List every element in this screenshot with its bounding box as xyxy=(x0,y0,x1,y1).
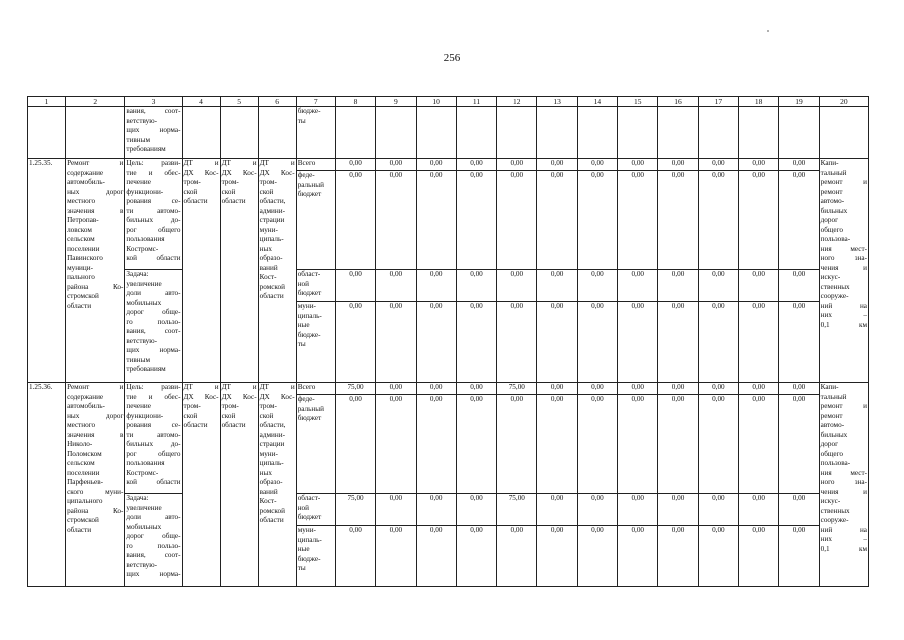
column-number: 2 xyxy=(66,97,125,107)
budget-value: 0,00 xyxy=(376,171,416,270)
budget-value: 0,00 xyxy=(739,159,779,171)
column-number: 20 xyxy=(819,97,868,107)
column-number: 15 xyxy=(618,97,658,107)
empty-cell xyxy=(258,107,296,159)
budget-value: 0,00 xyxy=(456,526,496,587)
record-executor-1: ДТ и ДХ Кос- тром- ской области xyxy=(182,383,220,587)
record-task: Задача: увеличение доли авто- мобильных дорог обще- го пользо- вания, соот- ветствую- щих норма- тивным требованиям xyxy=(125,270,182,383)
empty-cell xyxy=(456,107,496,159)
record-id: 1.25.35. xyxy=(28,159,66,383)
budget-value: 75,00 xyxy=(497,494,537,526)
budget-value: 0,00 xyxy=(698,159,738,171)
budget-value: 0,00 xyxy=(658,171,698,270)
budget-value: 0,00 xyxy=(618,171,658,270)
budget-value: 0,00 xyxy=(698,526,738,587)
record-result: Капи- тальный ремонт и ремонт автомо- бильных дорог общего пользова- ния мест- ного зна- чения и искус- ственных сооруже- ний на них – 0,1 км xyxy=(819,159,868,383)
record-executor-2: ДТ и ДХ Кос- тром- ской области xyxy=(220,383,258,587)
budget-value: 0,00 xyxy=(698,383,738,395)
record-executor-3: ДТ и ДХ Кос- тром- ской области, админи- страции муни- ципаль- ных образо- ваний Кост- ромской области xyxy=(258,383,296,587)
budget-value: 0,00 xyxy=(416,383,456,395)
empty-cell xyxy=(819,107,868,159)
record-task: Задача: увеличение доли авто- мобильных дорог обще- го пользо- вания, соот- ветствую- щих норма- xyxy=(125,494,182,587)
budget-value: 0,00 xyxy=(658,494,698,526)
column-number: 11 xyxy=(456,97,496,107)
carryover-budget: бюдже- ты xyxy=(296,107,335,159)
budget-value: 0,00 xyxy=(779,383,819,395)
budget-value: 0,00 xyxy=(497,302,537,383)
budget-value: 0,00 xyxy=(416,526,456,587)
budget-value: 0,00 xyxy=(497,270,537,302)
budget-value: 0,00 xyxy=(497,171,537,270)
empty-cell xyxy=(658,107,698,159)
table-row xyxy=(28,494,869,526)
budget-source-label: Всего xyxy=(296,383,335,395)
empty-cell xyxy=(335,107,375,159)
budget-value: 0,00 xyxy=(739,395,779,494)
budget-value: 0,00 xyxy=(739,494,779,526)
column-number: 9 xyxy=(376,97,416,107)
empty-cell xyxy=(537,107,577,159)
budget-value: 0,00 xyxy=(537,171,577,270)
budget-value: 0,00 xyxy=(739,526,779,587)
table-row xyxy=(28,270,869,302)
budget-value: 0,00 xyxy=(335,171,375,270)
column-number: 1 xyxy=(28,97,66,107)
column-number: 13 xyxy=(537,97,577,107)
budget-value: 0,00 xyxy=(456,494,496,526)
budget-value: 0,00 xyxy=(537,159,577,171)
budget-value: 0,00 xyxy=(456,171,496,270)
empty-cell xyxy=(739,107,779,159)
budget-value: 0,00 xyxy=(618,383,658,395)
budget-value: 0,00 xyxy=(577,494,617,526)
budget-value: 0,00 xyxy=(537,383,577,395)
empty-cell xyxy=(376,107,416,159)
budget-value: 75,00 xyxy=(497,383,537,395)
budget-value: 0,00 xyxy=(698,302,738,383)
budget-value: 0,00 xyxy=(376,395,416,494)
budget-value: 0,00 xyxy=(779,494,819,526)
budget-value: 0,00 xyxy=(618,270,658,302)
budget-table xyxy=(27,96,869,587)
budget-value: 0,00 xyxy=(416,270,456,302)
budget-value: 0,00 xyxy=(577,159,617,171)
budget-value: 0,00 xyxy=(577,270,617,302)
budget-value: 0,00 xyxy=(335,395,375,494)
budget-value: 0,00 xyxy=(698,171,738,270)
budget-value: 0,00 xyxy=(537,270,577,302)
column-number: 5 xyxy=(220,97,258,107)
budget-value: 0,00 xyxy=(739,270,779,302)
record-result: Капи- тальный ремонт и ремонт автомо- бильных дорог общего пользова- ния мест- ного зна- чения и искус- ственных сооруже- ний на них – 0,1 км xyxy=(819,383,868,587)
column-number: 14 xyxy=(577,97,617,107)
budget-value: 0,00 xyxy=(658,383,698,395)
budget-value: 0,00 xyxy=(376,302,416,383)
record-name: Ремонт и содержание автомобиль- ных дорог местного значения в Николо- Поломском сельском поселении Парфеньев- ского муни- ципального района Ко- стромской области xyxy=(66,383,125,587)
budget-value: 0,00 xyxy=(577,526,617,587)
column-number: 4 xyxy=(182,97,220,107)
budget-value: 0,00 xyxy=(618,395,658,494)
budget-value: 0,00 xyxy=(376,159,416,171)
budget-value: 0,00 xyxy=(618,302,658,383)
record-goal: Цель: разви- тие и обес- печение функциони- рования се- ти автомо- бильных до- рог общего пользования Костромс- кой области xyxy=(125,383,182,494)
carryover-task: вания, соот- ветствую- щих норма- тивным требованиям xyxy=(125,107,182,159)
scan-speck xyxy=(767,30,769,32)
column-number: 7 xyxy=(296,97,335,107)
record-executor-1: ДТ и ДХ Кос- тром- ской области xyxy=(182,159,220,383)
budget-value: 0,00 xyxy=(416,159,456,171)
budget-value: 75,00 xyxy=(335,383,375,395)
budget-value: 0,00 xyxy=(456,302,496,383)
budget-value: 0,00 xyxy=(658,159,698,171)
budget-value: 0,00 xyxy=(416,171,456,270)
budget-value: 0,00 xyxy=(456,395,496,494)
budget-value: 0,00 xyxy=(376,494,416,526)
budget-value: 0,00 xyxy=(456,383,496,395)
budget-value: 0,00 xyxy=(618,526,658,587)
budget-value: 0,00 xyxy=(497,159,537,171)
budget-value: 0,00 xyxy=(497,526,537,587)
budget-value: 0,00 xyxy=(698,270,738,302)
budget-value: 0,00 xyxy=(779,171,819,270)
empty-cell xyxy=(66,107,125,159)
table-row xyxy=(28,159,869,171)
budget-value: 0,00 xyxy=(335,159,375,171)
budget-value: 0,00 xyxy=(658,270,698,302)
budget-value: 0,00 xyxy=(698,395,738,494)
empty-cell xyxy=(497,107,537,159)
budget-source-label: Всего xyxy=(296,159,335,171)
carryover-row xyxy=(28,107,869,159)
budget-source-label: област- ной бюджет xyxy=(296,494,335,526)
column-number: 3 xyxy=(125,97,182,107)
budget-value: 0,00 xyxy=(537,395,577,494)
budget-value: 0,00 xyxy=(335,302,375,383)
budget-source-label: феде- ральный бюджет xyxy=(296,395,335,494)
budget-value: 0,00 xyxy=(416,395,456,494)
column-number: 8 xyxy=(335,97,375,107)
column-number: 18 xyxy=(739,97,779,107)
column-number: 10 xyxy=(416,97,456,107)
budget-source-label: феде- ральный бюджет xyxy=(296,171,335,270)
budget-value: 0,00 xyxy=(779,302,819,383)
budget-value: 0,00 xyxy=(739,171,779,270)
budget-value: 0,00 xyxy=(537,494,577,526)
budget-value: 0,00 xyxy=(577,395,617,494)
column-number-row xyxy=(28,97,869,107)
budget-value: 0,00 xyxy=(779,270,819,302)
budget-value: 0,00 xyxy=(779,395,819,494)
budget-value: 0,00 xyxy=(376,383,416,395)
budget-value: 0,00 xyxy=(618,494,658,526)
empty-cell xyxy=(779,107,819,159)
budget-value: 0,00 xyxy=(739,302,779,383)
budget-value: 0,00 xyxy=(658,395,698,494)
budget-value: 75,00 xyxy=(335,494,375,526)
column-number: 16 xyxy=(658,97,698,107)
empty-cell xyxy=(618,107,658,159)
budget-value: 0,00 xyxy=(376,526,416,587)
budget-value: 0,00 xyxy=(497,395,537,494)
budget-value: 0,00 xyxy=(577,383,617,395)
empty-cell xyxy=(416,107,456,159)
budget-value: 0,00 xyxy=(335,270,375,302)
budget-value: 0,00 xyxy=(658,302,698,383)
budget-source-label: област- ной бюджет xyxy=(296,270,335,302)
budget-source-label: муни- ципаль- ные бюдже- ты xyxy=(296,526,335,587)
record-goal: Цель: разви- тие и обес- печение функциони- рования се- ти автомо- бильных до- рог общего пользования Костромс- кой области xyxy=(125,159,182,270)
empty-cell xyxy=(182,107,220,159)
record-name: Ремонт и содержание автомобиль- ных дорог местного значения в Петропав- ловском сельском поселении Павинского муници- пального района Ко- стромской области xyxy=(66,159,125,383)
empty-cell xyxy=(577,107,617,159)
empty-cell xyxy=(220,107,258,159)
record-id: 1.25.36. xyxy=(28,383,66,587)
empty-cell xyxy=(28,107,66,159)
budget-value: 0,00 xyxy=(618,159,658,171)
budget-value: 0,00 xyxy=(416,494,456,526)
page-number: 256 xyxy=(443,52,461,64)
budget-source-label: муни- ципаль- ные бюдже- ты xyxy=(296,302,335,383)
budget-value: 0,00 xyxy=(779,526,819,587)
column-number: 12 xyxy=(497,97,537,107)
empty-cell xyxy=(698,107,738,159)
budget-value: 0,00 xyxy=(577,171,617,270)
budget-value: 0,00 xyxy=(658,526,698,587)
column-number: 6 xyxy=(258,97,296,107)
budget-value: 0,00 xyxy=(335,526,375,587)
budget-value: 0,00 xyxy=(416,302,456,383)
table-row xyxy=(28,383,869,395)
record-executor-3: ДТ и ДХ Кос- тром- ской области, админи- страции муни- ципаль- ных образо- ваний Кост- ромской области xyxy=(258,159,296,383)
budget-value: 0,00 xyxy=(537,526,577,587)
column-number: 19 xyxy=(779,97,819,107)
column-number: 17 xyxy=(698,97,738,107)
budget-value: 0,00 xyxy=(577,302,617,383)
budget-value: 0,00 xyxy=(456,270,496,302)
budget-value: 0,00 xyxy=(698,494,738,526)
budget-value: 0,00 xyxy=(376,270,416,302)
budget-value: 0,00 xyxy=(537,302,577,383)
record-executor-2: ДТ и ДХ Кос- тром- ской области xyxy=(220,159,258,383)
budget-value: 0,00 xyxy=(739,383,779,395)
budget-value: 0,00 xyxy=(779,159,819,171)
budget-value: 0,00 xyxy=(456,159,496,171)
